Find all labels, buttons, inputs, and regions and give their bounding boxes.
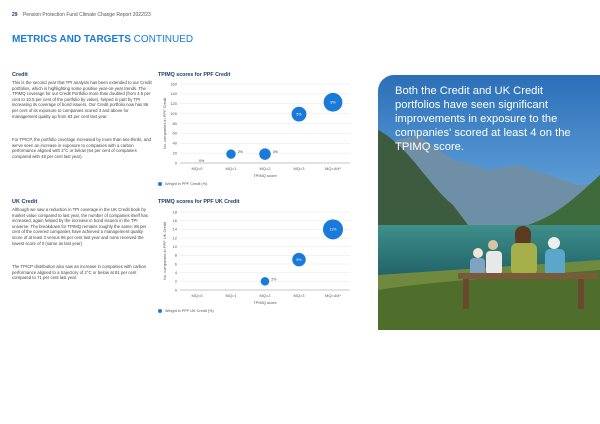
child-shirt xyxy=(545,249,565,277)
y-tick-label: 40 xyxy=(172,140,177,146)
credit-mq-chart xyxy=(155,79,355,184)
x-tick-label: MQ=2 xyxy=(259,166,271,171)
data-point xyxy=(226,149,235,158)
y-tick-label: 8 xyxy=(174,252,177,258)
uk-credit-heading: UK Credit xyxy=(12,199,38,205)
x-axis-title: TPIMQ score xyxy=(253,173,277,178)
y-tick-label: 6 xyxy=(174,261,177,267)
chart-title-credit: TPIMQ scores for PPF Credit xyxy=(158,72,231,78)
y-tick-label: 140 xyxy=(170,91,177,97)
pull-quote: Both the Credit and UK Credit portfolios have seen significant improvements in exposure to the companies' scored at least 4 on the TPIMQ score. xyxy=(395,85,571,153)
x-tick-label: MQ=2 xyxy=(259,293,271,298)
legend-marker xyxy=(158,309,162,313)
y-tick-label: 4 xyxy=(174,269,177,275)
page-number: 29 xyxy=(12,12,18,18)
y-tick-label: 14 xyxy=(172,226,177,232)
section-title-main: METRICS AND TARGETS xyxy=(12,34,131,45)
x-tick-label: MQ=3 xyxy=(293,293,305,298)
section-title-continued: CONTINUED xyxy=(133,34,194,45)
x-tick-label: MQ=1 xyxy=(225,166,237,171)
bench-seat xyxy=(458,273,598,279)
document-title: Pension Protection Fund Climate Change Report 2022/23 xyxy=(22,12,151,18)
y-tick-label: 160 xyxy=(170,81,177,87)
chart-title-uk-credit: TPIMQ scores for PPF UK Credit xyxy=(158,199,240,205)
bench-leg xyxy=(578,279,584,309)
data-label: 2% xyxy=(237,150,243,155)
legend-label: Weight in PPF Credit (%) xyxy=(165,182,208,186)
x-tick-label: MQ=4/4* xyxy=(325,166,341,171)
person-dress xyxy=(511,243,537,275)
y-axis-title: No. companies in PPF UK Credit xyxy=(162,221,167,281)
data-label: 8% xyxy=(330,100,336,105)
legend-label: Weight in PPF UK Credit (%) xyxy=(165,309,214,313)
y-tick-label: 0 xyxy=(174,160,177,166)
x-axis-title: TPIMQ score xyxy=(253,300,277,305)
data-label: 11% xyxy=(329,227,337,232)
y-tick-label: 0 xyxy=(174,287,177,293)
y-tick-label: 16 xyxy=(172,217,177,223)
y-tick-label: 120 xyxy=(170,101,177,107)
y-tick-label: 80 xyxy=(172,120,177,126)
y-tick-label: 20 xyxy=(172,150,177,156)
data-label: 5% xyxy=(296,112,302,117)
child-head xyxy=(488,240,498,250)
y-axis-title: No. companies in PPF Credit xyxy=(162,97,167,150)
x-tick-label: MQ=4/4* xyxy=(325,293,341,298)
uk-credit-paragraph-1: Although we saw a reduction in TPI coverage in the UK Credit book by market value compared to last year, the number of companies itself has increased, again helped by the increase in bond issuers in the TPI universe. The breakdown for TPIMQ remains roughly the same: 88 per cent of the covered companies have achieved a management quality score of at least 3 versus 86 per cent last year and none received the lowest score of 0 (same as last year). xyxy=(12,207,148,246)
x-tick-label: MQ=3 xyxy=(293,166,305,171)
data-label: 0% xyxy=(199,159,205,163)
x-tick-label: MQ=0 xyxy=(191,293,203,298)
bench-leg xyxy=(463,279,469,309)
data-point xyxy=(261,277,270,286)
y-tick-label: 12 xyxy=(172,235,177,241)
data-label: 3% xyxy=(272,150,278,155)
y-tick-label: 100 xyxy=(170,110,177,116)
data-label: 2% xyxy=(271,277,277,282)
child-hat xyxy=(473,248,483,258)
legend-marker xyxy=(158,182,162,186)
section-title xyxy=(12,34,193,45)
uk-credit-paragraph-2: The TPICP distribution also saw an increase in companies with carbon performance aligned to a trajectory of 2°C or below at 81 per cent compared to 71 per cent last year. xyxy=(12,264,147,281)
uk-credit-mq-chart xyxy=(155,207,355,307)
legend-credit xyxy=(158,182,207,186)
data-point xyxy=(259,148,270,159)
child-shirt xyxy=(486,251,502,275)
child-cap xyxy=(548,237,560,249)
y-tick-label: 18 xyxy=(172,209,177,215)
credit-heading: Credit xyxy=(12,72,28,78)
credit-paragraph-2: For TPICP, the portfolio coverage increased by more than two-thirds, and we've seen an increase in exposure to companies with a carbon performance aligned with 2°C or below (64 per cent of companies compared with 48 per cent last year). xyxy=(12,137,151,159)
page-header xyxy=(12,12,151,18)
y-tick-label: 2 xyxy=(174,278,177,284)
data-label: 5% xyxy=(296,257,302,262)
x-tick-label: MQ=0 xyxy=(191,166,203,171)
legend-uk-credit xyxy=(158,309,214,313)
credit-paragraph-1: This is the second year that TPI analysis has been extended to our Credit portfolios, which is highlighting some positive year-on-year trends. The TPIMQ coverage for our Credit Portfolio more than doubled (from 4.5 per cent to 10.5 per cent of the portfolio by value), helped in part by TPI increasing its coverage of bond issuers. Our Credit portfolio now has 86 per cent of its exposure to companies scored 3 and above for management quality up from 83 per cent last year. xyxy=(12,80,152,119)
x-tick-label: MQ=1 xyxy=(225,293,237,298)
y-tick-label: 10 xyxy=(172,243,177,249)
y-tick-label: 60 xyxy=(172,130,177,136)
